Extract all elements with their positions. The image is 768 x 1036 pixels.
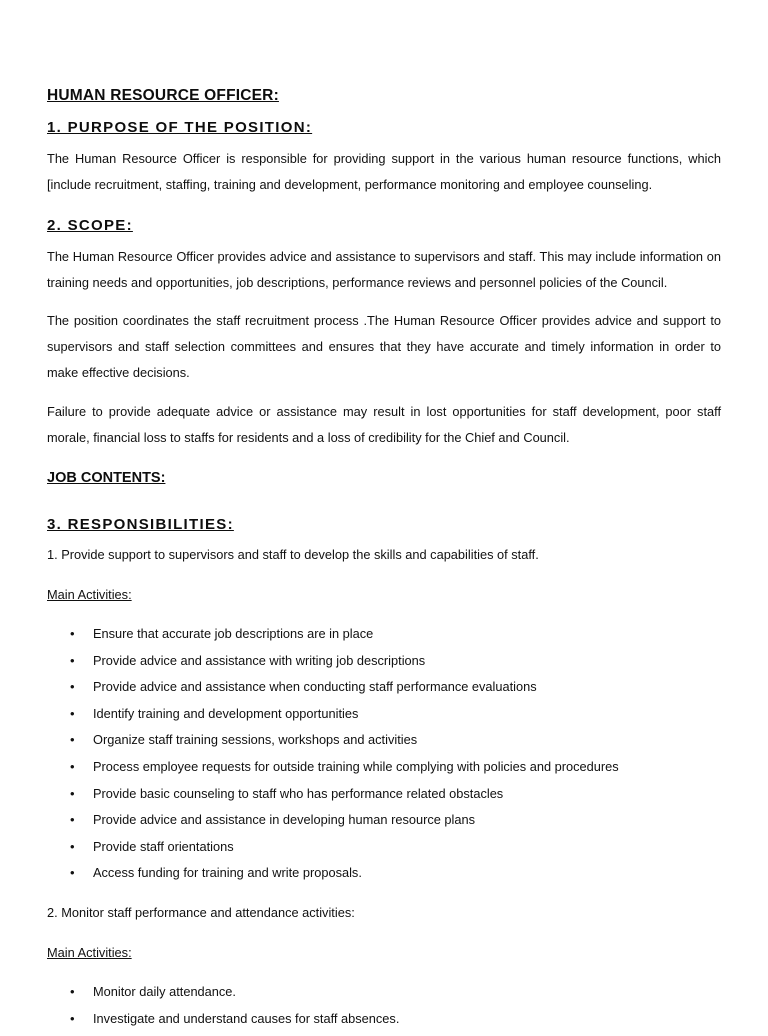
section-heading-responsibilities: 3. RESPONSIBILITIES: — [47, 516, 234, 533]
scope-paragraph-1: The Human Resource Officer provides advice and assistance to supervisors and staff. This may include information on training needs and opportunities, job descriptions, performance reviews and personnel policies of the Council. — [47, 249, 721, 290]
scope-paragraph-2: The position coordinates the staff recruitment process .The Human Resource Officer provides advice and support to supervisors and staff selection committees and ensures that they have accurate and timely information in order to make effective decisions. — [47, 313, 721, 380]
main-activities-label-2: Main Activities: — [47, 945, 132, 960]
list-item: • Monitor daily attendance. — [47, 983, 721, 1010]
purpose-paragraph: The Human Resource Officer is responsible for providing support in the various human resource functions, which [include recruitment, staffing, training and development, performance monitoring and employee counseling. — [47, 151, 721, 192]
list-item: • Access funding for training and write proposals. — [47, 864, 721, 891]
main-activities-label-1: Main Activities: — [47, 587, 132, 602]
job-contents-heading: JOB CONTENTS: — [47, 470, 166, 486]
list-item: • Provide basic counseling to staff who has performance related obstacles — [47, 785, 721, 812]
section-heading-purpose: 1. PURPOSE OF THE POSITION: — [47, 119, 313, 136]
list-item: • Provide advice and assistance in developing human resource plans — [47, 811, 721, 838]
responsibility-1-activities — [47, 625, 721, 891]
list-item: • Provide staff orientations — [47, 838, 721, 865]
list-item: • Identify training and development opportunities — [47, 705, 721, 732]
responsibility-1-text: 1. Provide support to supervisors and staff to develop the skills and capabilities of staff. — [47, 547, 539, 562]
list-item: • Ensure that accurate job descriptions are in place — [47, 625, 721, 652]
responsibility-2-text: 2. Monitor staff performance and attendance activities: — [47, 905, 355, 920]
list-item: • Investigate and understand causes for staff absences. — [47, 1010, 721, 1036]
list-item: • Process employee requests for outside training while complying with policies and procedures — [47, 758, 721, 785]
list-item: • Provide advice and assistance with writing job descriptions — [47, 652, 721, 679]
list-item: • Provide advice and assistance when conducting staff performance evaluations — [47, 678, 721, 705]
document-title: HUMAN RESOURCE OFFICER: — [47, 87, 279, 104]
scope-paragraph-3: Failure to provide adequate advice or assistance may result in lost opportunities for staff development, poor staff morale, financial loss to staffs for residents and a loss of credibility for the Chief and Council. — [47, 404, 721, 445]
section-heading-scope: 2. SCOPE: — [47, 217, 133, 234]
list-item: • Organize staff training sessions, workshops and activities — [47, 731, 721, 758]
responsibility-2-activities — [47, 983, 721, 1036]
